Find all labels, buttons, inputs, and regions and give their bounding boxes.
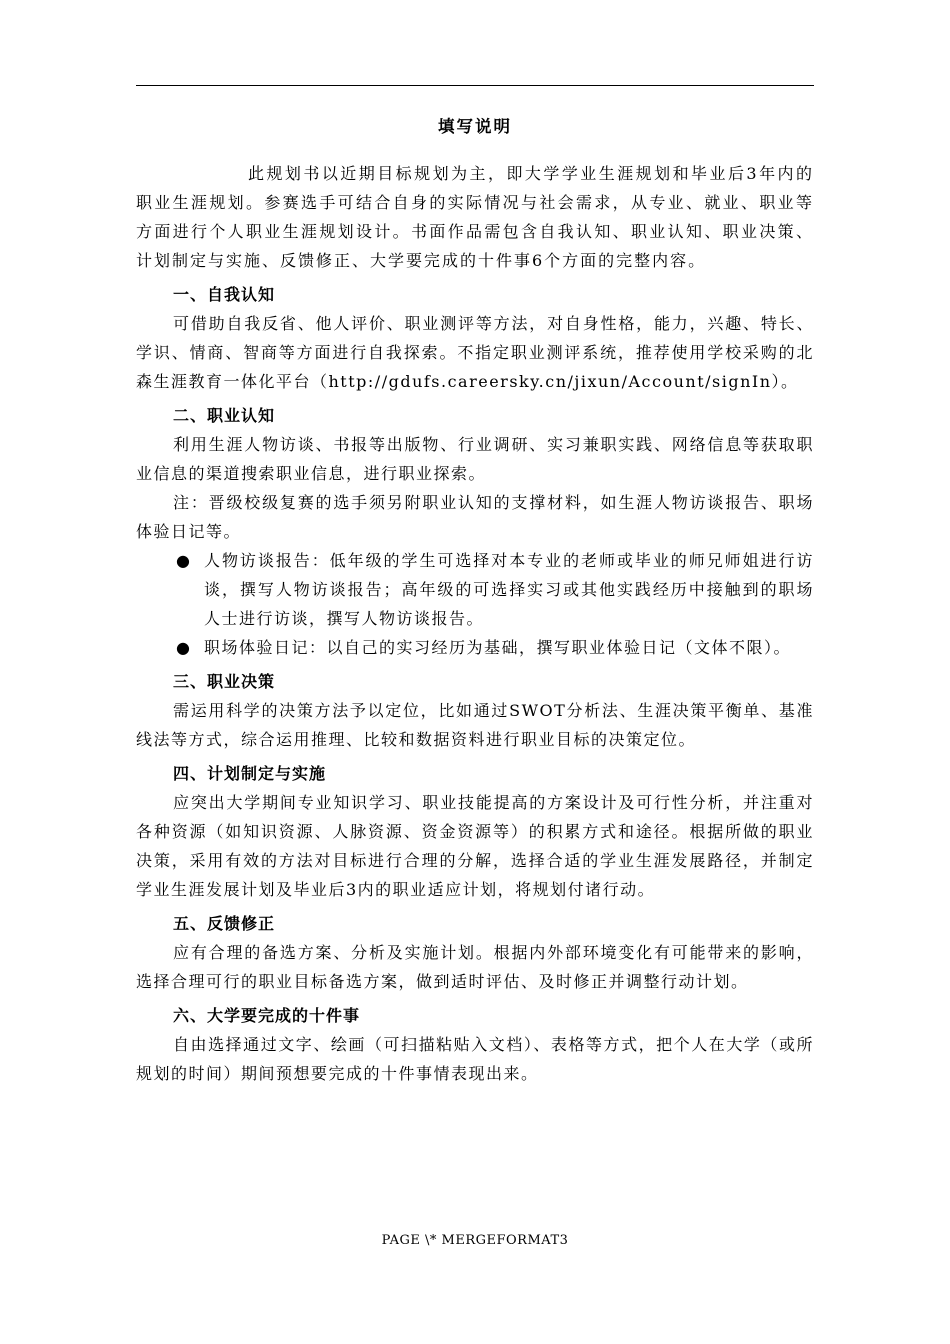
list-item <box>136 633 814 662</box>
section-text-self-awareness: 可借助自我反省、他人评价、职业测评等方法，对自身性格，能力，兴趣、特长、学识、情商、智商等方面进行自我探索。不指定职业测评系统，推荐使用学校采购的北森生涯教育一体化平台（http://gdufs.careersky.cn/jixun/Account/signIn）。 <box>136 314 814 391</box>
bullet-icon: ● <box>176 551 192 570</box>
section-heading-ten-things: 六、大学要完成的十件事 <box>173 1006 361 1025</box>
section-text-career-decision: 需运用科学的决策方法予以定位，比如通过SWOT分析法、生涯决策平衡单、基准线法等方式，综合运用推理、比较和数据资料进行职业目标的决策定位。 <box>136 701 814 749</box>
section-note-career-awareness: 注：晋级校级复赛的选手须另附职业认知的支撑材料，如生涯人物访谈报告、职场体验日记等。 <box>136 493 814 541</box>
section-heading-career-decision: 三、职业决策 <box>173 672 276 691</box>
document-body <box>136 112 814 1088</box>
page-title: 填写说明 <box>438 117 512 136</box>
section-text-career-awareness: 利用生涯人物访谈、书报等出版物、行业调研、实习兼职实践、网络信息等获取职业信息的渠道搜索职业信息，进行职业探索。 <box>136 435 814 483</box>
bullet-text-interview: 人物访谈报告：低年级的学生可选择对本专业的老师或毕业的师兄师姐进行访谈，撰写人物访谈报告；高年级的可选择实习或其他实践经历中接触到的职场人士进行访谈，撰写人物访谈报告。 <box>204 551 814 628</box>
header-rule <box>136 85 814 86</box>
page-footer: PAGE \* MERGEFORMAT3 <box>381 1233 569 1248</box>
section-text-planning: 应突出大学期间专业知识学习、职业技能提高的方案设计及可行性分析，并注重对各种资源（如知识资源、人脉资源、资金资源等）的积累方式和途径。根据所做的职业决策，采用有效的方法对目标进行合理的分解，选择合适的学业生涯发展路径，并制定学业生涯发展计划及毕业后3内的职业适应计划，将规划付诸行动。 <box>136 793 814 899</box>
section-heading-career-awareness: 二、职业认知 <box>173 406 276 425</box>
section-text-ten-things: 自由选择通过文字、绘画（可扫描粘贴入文档）、表格等方式，把个人在大学（或所规划的时间）期间预想要完成的十件事情表现出来。 <box>136 1035 814 1083</box>
bullet-text-diary: 职场体验日记：以自己的实习经历为基础，撰写职业体验日记（文体不限）。 <box>204 638 792 657</box>
list-item <box>136 546 814 633</box>
section-text-feedback: 应有合理的备选方案、分析及实施计划。根据内外部环境变化有可能带来的影响，选择合理可行的职业目标备选方案，做到适时评估、及时修正并调整行动计划。 <box>136 943 814 991</box>
bullet-icon: ● <box>176 638 192 657</box>
intro-paragraph: 此规划书以近期目标规划为主，即大学学业生涯规划和毕业后3年内的职业生涯规划。参赛选手可结合自身的实际情况与社会需求，从专业、就业、职业等方面进行个人职业生涯规划设计。书面作品需包含自我认知、职业认知、职业决策、计划制定与实施、反馈修正、大学要完成的十件事6个方面的完整内容。 <box>136 164 814 270</box>
section-heading-self-awareness: 一、自我认知 <box>173 285 276 304</box>
section-heading-planning: 四、计划制定与实施 <box>173 764 327 783</box>
section-heading-feedback: 五、反馈修正 <box>173 914 276 933</box>
